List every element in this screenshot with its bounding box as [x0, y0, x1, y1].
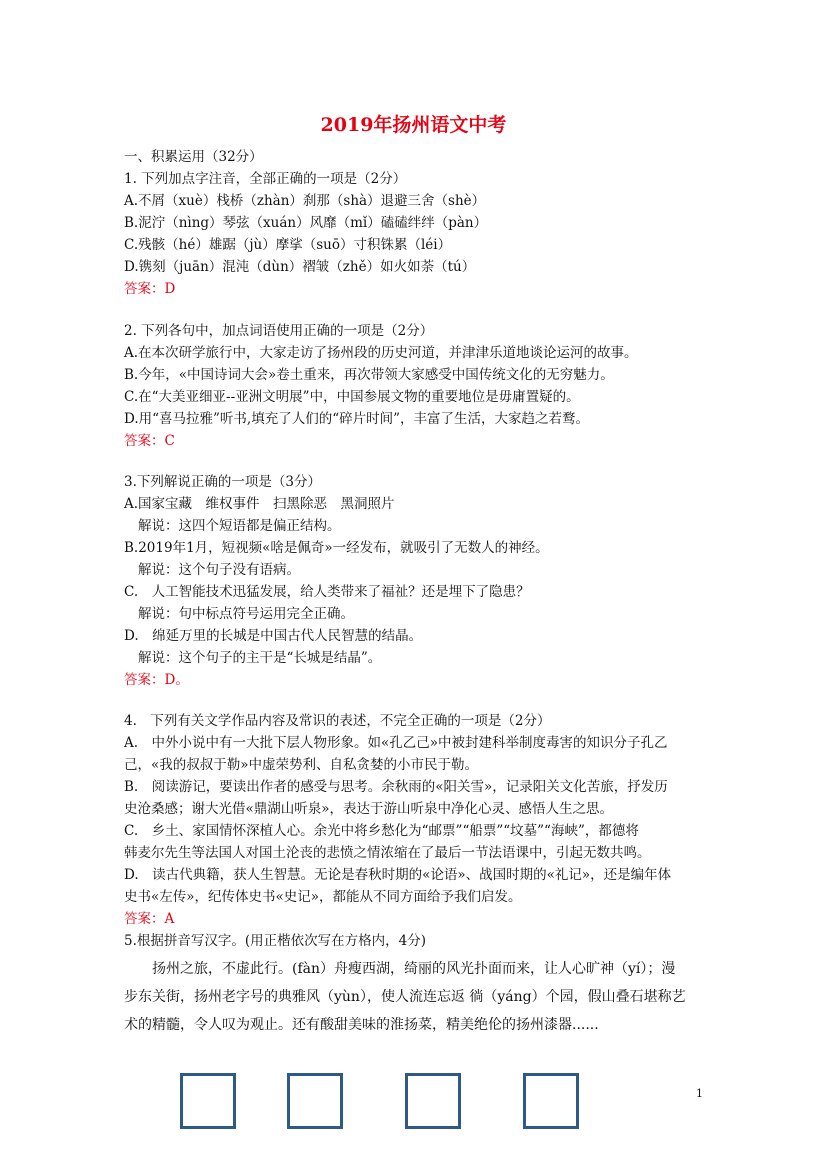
question-1-option-a: A.不屑（xuè）栈桥（zhàn）刹那（shà）退避三舍（shè） — [124, 193, 486, 209]
question-4-line: 韩麦尔先生等法国人对国土沦丧的悲愤之情浓缩在了最后一节法语课中，引起无数共鸣。 — [124, 845, 651, 861]
answer-box-3[interactable] — [405, 1073, 461, 1129]
question-3-option-b: B.2019年1月，短视频«啥是佩奇»一经发布，就吸引了无数人的神经。 — [124, 540, 549, 556]
question-1-option-c: C.残骸（hé）雄踞（jù）摩挲（suō）寸积铢累（léi） — [124, 237, 452, 253]
question-1-option-d: D.镌刻（juān）混沌（dùn）褶皱（zhě）如火如荼（tú） — [124, 259, 476, 275]
question-3-option-c: C. 人工智能技术迅猛发展，给人类带来了福祉？还是埋下了隐患？ — [124, 584, 530, 600]
question-4-line: A. 中外小说中有一大批下层人物形象。如«孔乙己»中被封建科举制度毒害的知识分子孔乙 — [124, 735, 668, 751]
question-3-note-d: 解说：这个句子的主干是“长城是结晶”。 — [138, 650, 382, 666]
question-2-option-a: A.在本次研学旅行中，大家走访了扬州段的历史河道，并津津乐道地谈论运河的故事。 — [124, 345, 638, 361]
question-3-note-b: 解说：这个句子没有语病。 — [138, 562, 300, 578]
question-1-answer: 答案：D — [124, 281, 176, 297]
question-3-option-d: D. 绵延万里的长城是中国古代人民智慧的结晶。 — [124, 628, 423, 644]
answer-box-1[interactable] — [180, 1073, 236, 1129]
question-3-note-c: 解说：句中标点符号运用完全正确。 — [138, 606, 354, 622]
question-4-line: D. 读古代典籍，获人生智慧。无论是春秋时期的«论语»、战国时期的«礼记»，还是编年体 — [124, 867, 672, 883]
answer-box-2[interactable] — [287, 1073, 343, 1129]
question-5-passage-line: 步东关街，扬州老字号的典雅风（yùn），使人流连忘返 徜（yáng）个园，假山叠石堪称艺 — [124, 989, 686, 1005]
question-4-line: 史沧桑感；谢大光借«鼎湖山听泉»，表达于游山听泉中净化心灵、感悟人生之思。 — [124, 801, 614, 817]
question-3-note-a: 解说：这四个短语都是偏正结构。 — [138, 518, 341, 534]
question-5-passage-line: 术的精髓，令人叹为观止。还有酸甜美味的淮扬菜，精美绝伦的扬州漆器...... — [124, 1017, 599, 1033]
question-4-answer: 答案：A — [124, 911, 175, 927]
question-2-option-c: C.在“大美亚细亚--亚洲文明展”中，中国参展文物的重要地位是毋庸置疑的。 — [124, 389, 580, 405]
question-1-option-b: B.泥泞（nìng）琴弦（xuán）风靡（mǐ）磕磕绊绊（pàn） — [124, 215, 488, 231]
question-2-answer: 答案：C — [124, 433, 175, 449]
question-5-stem: 5.根据拼音写汉字。(用正楷依次写在方格内，4分) — [124, 933, 427, 949]
question-4-line: 史书«左传»，纪传体史书«史记»，都能从不同方面给予我们启发。 — [124, 889, 522, 905]
question-2-option-b: B.今年，«中国诗词大会»卷土重来，再次带领大家感受中国传统文化的无穷魅力。 — [124, 367, 614, 383]
question-4-line: B. 阅读游记，要读出作者的感受与思考。余秋雨的«阳关雪»，记录阳关文化苦旅，抒发历 — [124, 779, 668, 795]
page-title: 2019年扬州语文中考 — [320, 114, 507, 136]
question-3-answer: 答案：D。 — [124, 672, 189, 688]
question-4-line: 己，«我的叔叔于勒»中虚荣势利、自私贪婪的小市民于勒。 — [124, 757, 479, 773]
section-heading: 一、积累运用（32分） — [124, 149, 263, 165]
question-4-stem: 4. 下列有关文学作品内容及常识的表述，不完全正确的一项是（2分） — [124, 713, 551, 729]
page-number: 1 — [696, 1087, 703, 1100]
question-3-stem: 3.下列解说正确的一项是（3分） — [124, 474, 321, 490]
question-1-stem: 1. 下列加点字注音，全部正确的一项是（2分） — [124, 171, 407, 187]
question-2-stem: 2. 下列各句中，加点词语使用正确的一项是（2分） — [124, 323, 434, 339]
question-5-passage-line: 扬州之旅，不虚此行。(fàn）舟瘦西湖，绮丽的风光扑面而来，让人心旷神（yí）；漫 — [124, 961, 676, 977]
question-2-option-d: D.用“喜马拉雅”听书,填充了人们的“碎片时间”，丰富了生活，大家趋之若鹜。 — [124, 411, 590, 427]
question-4-line: C. 乡土、家国情怀深植人心。余光中将乡愁化为“邮票”“船票”“坟墓”“海峡”，都德将 — [124, 823, 639, 839]
question-3-option-a: A.国家宝藏 维权事件 扫黑除恶 黑洞照片 — [124, 496, 395, 512]
answer-box-4[interactable] — [523, 1073, 579, 1129]
